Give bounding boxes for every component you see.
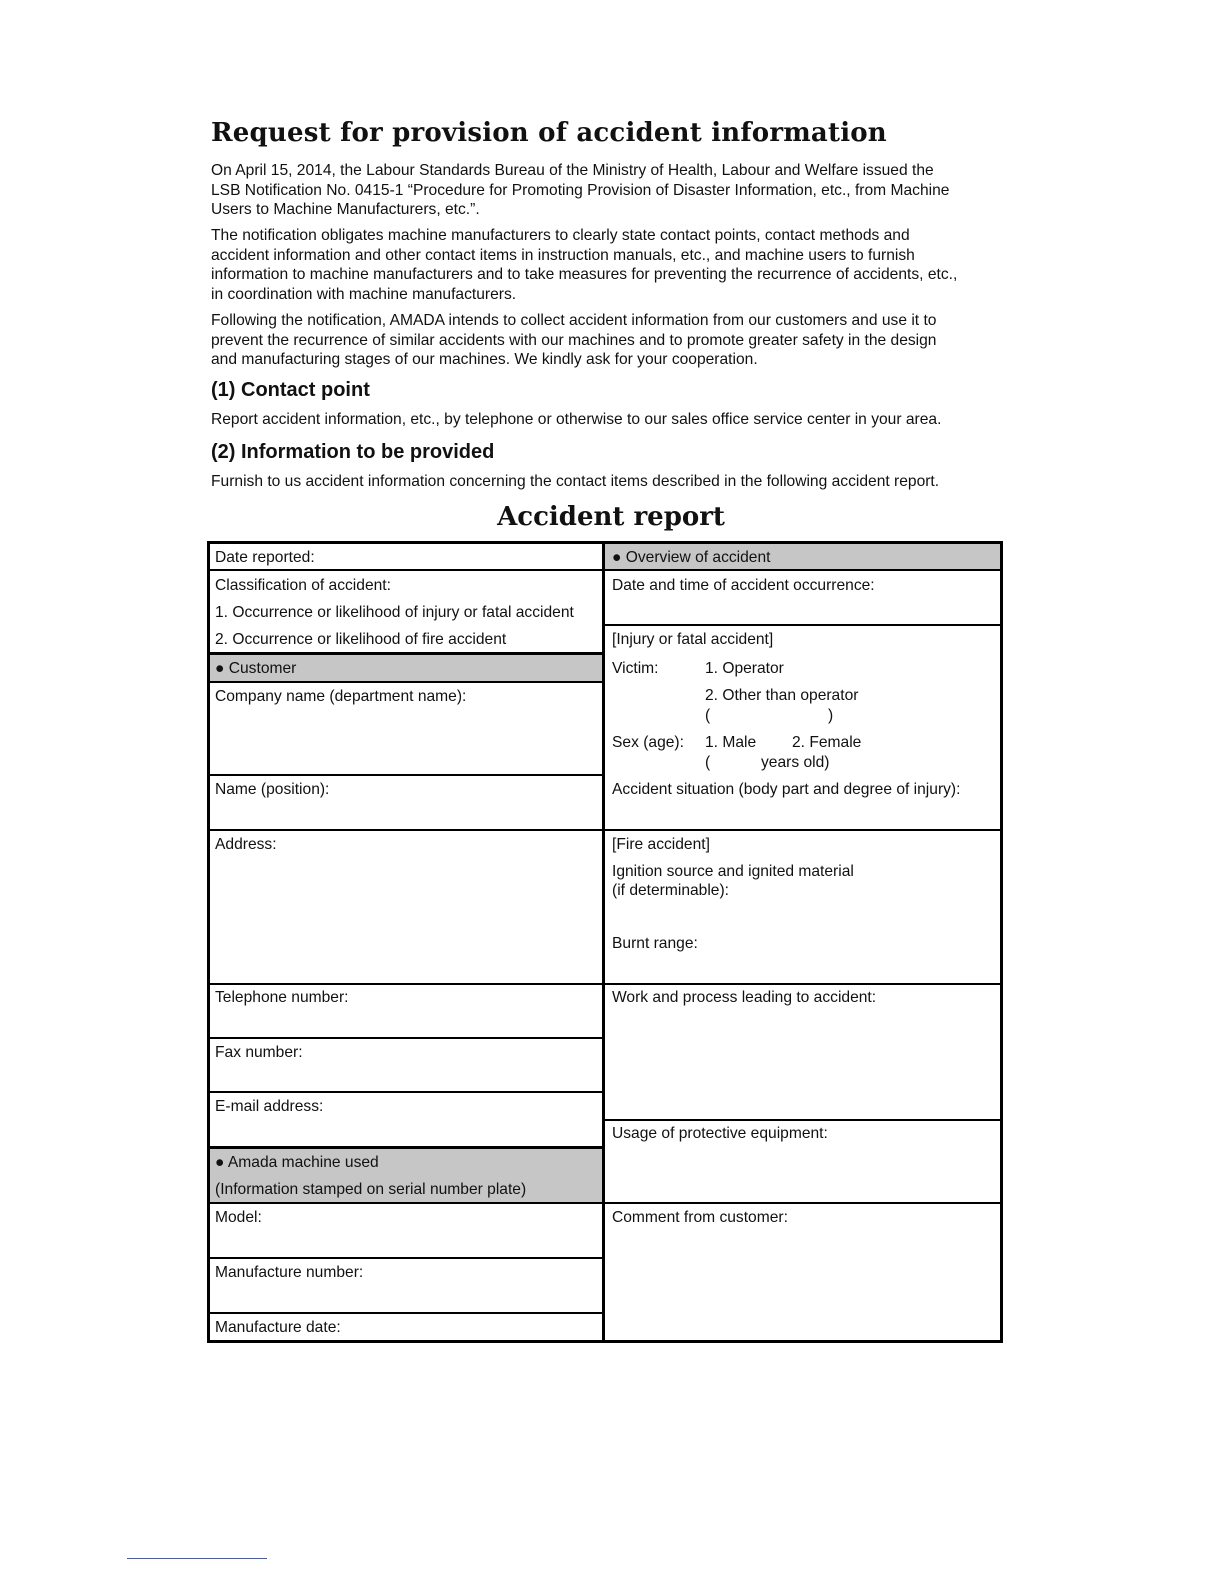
page-title: Request for provision of accident information bbox=[211, 118, 887, 148]
row-divider bbox=[207, 652, 604, 655]
intro-paragraph-1 bbox=[211, 161, 1021, 220]
sex-option-female[interactable]: 2. Female bbox=[792, 734, 862, 751]
row-divider bbox=[603, 983, 1003, 985]
row-divider bbox=[207, 681, 604, 683]
overview-section-header: ● Overview of accident bbox=[612, 549, 771, 566]
footer-rule bbox=[127, 1558, 267, 1559]
fax-field[interactable]: Fax number: bbox=[215, 1044, 303, 1061]
date-reported-field[interactable]: Date reported: bbox=[215, 549, 315, 566]
manufacture-number-field[interactable]: Manufacture number: bbox=[215, 1264, 364, 1281]
victim-option-operator[interactable]: 1. Operator bbox=[705, 660, 784, 677]
accident-datetime-field[interactable]: Date and time of accident occurrence: bbox=[612, 577, 875, 594]
section-text-information: Furnish to us accident information concerning the contact items described in the following accident report. bbox=[211, 473, 940, 490]
victim-other-paren-close: ) bbox=[828, 707, 834, 724]
row-divider bbox=[603, 624, 1003, 626]
report-frame bbox=[207, 541, 1003, 1343]
victim-other-paren-open: ( bbox=[705, 707, 711, 724]
intro-line: in coordination with machine manufacturers. bbox=[211, 285, 517, 303]
intro-line: prevent the recurrence of similar accidents with our machines and to promote greater safety in the design bbox=[211, 331, 937, 349]
column-divider bbox=[602, 541, 605, 1343]
classification-label: Classification of accident: bbox=[215, 577, 391, 594]
intro-line: and manufacturing stages of our machines. We kindly ask for your cooperation. bbox=[211, 351, 758, 368]
fire-section-header: [Fire accident] bbox=[612, 836, 710, 853]
customer-comment-field[interactable]: Comment from customer: bbox=[612, 1209, 788, 1226]
section-heading-information: (2) Information to be provided bbox=[211, 441, 495, 463]
section-heading-contact-point: (1) Contact point bbox=[211, 379, 370, 401]
email-field[interactable]: E-mail address: bbox=[215, 1098, 324, 1115]
intro-paragraph-3 bbox=[211, 311, 1021, 370]
row-divider bbox=[207, 1202, 604, 1204]
row-divider bbox=[207, 1091, 604, 1093]
row-divider bbox=[603, 829, 1003, 831]
row-divider bbox=[603, 1119, 1003, 1121]
intro-line: LSB Notification No. 0415-1 “Procedure for Promoting Provision of Disaster Information, etc., from Machine bbox=[211, 181, 950, 199]
telephone-field[interactable]: Telephone number: bbox=[215, 989, 349, 1006]
row-divider bbox=[207, 1312, 604, 1314]
row-divider bbox=[603, 569, 1003, 571]
intro-paragraph-2 bbox=[211, 226, 1021, 304]
machine-section-header: ● Amada machine used bbox=[215, 1154, 379, 1171]
sex-option-male[interactable]: 1. Male bbox=[705, 734, 757, 751]
sex-age-label: Sex (age): bbox=[612, 734, 684, 751]
intro-line: The notification obligates machine manufacturers to clearly state contact points, contact methods and bbox=[211, 227, 910, 244]
intro-line: accident information and other contact items in instruction manuals, etc., and machine users to furnish bbox=[211, 246, 915, 264]
row-divider bbox=[207, 569, 604, 571]
row-divider bbox=[207, 774, 604, 776]
customer-section-header: ● Customer bbox=[215, 660, 297, 677]
manufacture-date-field[interactable]: Manufacture date: bbox=[215, 1319, 341, 1336]
age-years-old-label: years old) bbox=[761, 754, 830, 771]
name-position-field[interactable]: Name (position): bbox=[215, 781, 330, 798]
age-paren-open: ( bbox=[705, 754, 711, 771]
report-title: Accident report bbox=[497, 502, 725, 532]
work-process-field[interactable]: Work and process leading to accident: bbox=[612, 989, 877, 1006]
model-field[interactable]: Model: bbox=[215, 1209, 262, 1226]
row-divider bbox=[207, 1146, 604, 1149]
protective-equipment-field[interactable]: Usage of protective equipment: bbox=[612, 1125, 828, 1142]
ignition-source-note: (if determinable): bbox=[612, 882, 729, 899]
classification-option-1[interactable]: 1. Occurrence or likelihood of injury or fatal accident bbox=[215, 604, 574, 621]
company-name-field[interactable]: Company name (department name): bbox=[215, 688, 467, 705]
classification-option-2[interactable]: 2. Occurrence or likelihood of fire accident bbox=[215, 631, 507, 648]
accident-situation-field[interactable]: Accident situation (body part and degree of injury): bbox=[612, 781, 961, 798]
victim-label: Victim: bbox=[612, 660, 659, 677]
burnt-range-field[interactable]: Burnt range: bbox=[612, 935, 698, 952]
ignition-source-field[interactable]: Ignition source and ignited material bbox=[612, 863, 854, 880]
intro-line: Following the notification, AMADA intends to collect accident information from our customers and use it to bbox=[211, 312, 937, 329]
section-text-contact-point: Report accident information, etc., by telephone or otherwise to our sales office service center in your area. bbox=[211, 411, 942, 428]
row-divider bbox=[207, 1037, 604, 1039]
intro-line: Users to Machine Manufacturers, etc.”. bbox=[211, 201, 480, 218]
address-field[interactable]: Address: bbox=[215, 836, 277, 853]
machine-section-subheader: (Information stamped on serial number plate) bbox=[215, 1181, 527, 1198]
row-divider bbox=[207, 1257, 604, 1259]
intro-line: information to machine manufacturers and to take measures for preventing the recurrence of accidents, etc., bbox=[211, 266, 958, 283]
row-divider bbox=[207, 983, 604, 985]
injury-section-header: [Injury or fatal accident] bbox=[612, 631, 774, 648]
victim-option-other[interactable]: 2. Other than operator bbox=[705, 687, 859, 704]
intro-line: On April 15, 2014, the Labour Standards Bureau of the Ministry of Health, Labour and Welfare issued the bbox=[211, 162, 934, 179]
row-divider bbox=[603, 1202, 1003, 1204]
row-divider bbox=[207, 829, 604, 831]
